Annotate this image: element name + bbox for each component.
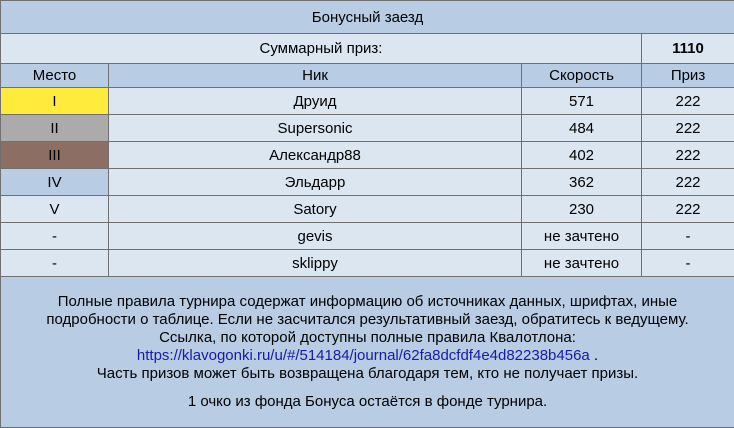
- header-speed: Скорость: [522, 64, 642, 88]
- nick-cell: Александр88: [109, 142, 522, 169]
- nick-cell: gevis: [109, 223, 522, 250]
- place-cell: -: [1, 223, 109, 250]
- table-row: [1, 142, 734, 169]
- prize-cell: 222: [642, 169, 734, 196]
- table-row: [1, 223, 734, 250]
- place-cell: III: [1, 142, 109, 169]
- prize-cell: 222: [642, 196, 734, 223]
- table-row: [1, 250, 734, 277]
- nick-cell: sklippy: [109, 250, 522, 277]
- place-cell: I: [1, 88, 109, 115]
- place-cell: V: [1, 196, 109, 223]
- info-cell: [1, 277, 734, 428]
- info-line-1: Полные правила турнира содержат информацию об источниках данных, шрифтах, иные: [1, 293, 734, 311]
- prize-cell: -: [642, 250, 734, 277]
- info-line-4: Часть призов может быть возвращена благодаря тем, кто не получает призы.: [1, 365, 734, 383]
- nick-cell: Друид: [109, 88, 522, 115]
- info-row: [1, 277, 734, 428]
- prize-cell: 222: [642, 142, 734, 169]
- nick-cell: Эльдарр: [109, 169, 522, 196]
- speed-cell: 362: [522, 169, 642, 196]
- rules-link[interactable]: https://klavogonki.ru/u/#/514184/journal/62fa8dcfdf4e4d82238b456a: [137, 347, 590, 364]
- speed-cell: 230: [522, 196, 642, 223]
- header-nick: Ник: [109, 64, 522, 88]
- summary-label: Суммарный приз:: [1, 34, 642, 64]
- place-cell: II: [1, 115, 109, 142]
- info-spacer: [1, 383, 734, 393]
- prize-cell: 222: [642, 88, 734, 115]
- info-line-5: 1 очко из фонда Бонуса остаётся в фонде турнира.: [1, 393, 734, 411]
- nick-cell: Satory: [109, 196, 522, 223]
- info-line-3: Ссылка, по которой доступны полные правила Квалотлона:: [1, 329, 734, 347]
- header-place: Место: [1, 64, 109, 88]
- place-cell: IV: [1, 169, 109, 196]
- speed-cell: 484: [522, 115, 642, 142]
- table-row: [1, 88, 734, 115]
- summary-value: 1110: [642, 34, 734, 64]
- table-row: [1, 196, 734, 223]
- place-cell: -: [1, 250, 109, 277]
- summary-row: [1, 34, 734, 64]
- info-line-2: подробности о таблице. Если не засчитался результативный заезд, обратитесь к ведущему.: [1, 311, 734, 329]
- nick-cell: Supersonic: [109, 115, 522, 142]
- header-prize: Приз: [642, 64, 734, 88]
- prize-cell: -: [642, 223, 734, 250]
- table-title: Бонусный заезд: [1, 1, 734, 34]
- header-row: [1, 64, 734, 88]
- table-row: [1, 115, 734, 142]
- info-link-line: [1, 347, 734, 365]
- speed-cell: не зачтено: [522, 250, 642, 277]
- table-row: [1, 169, 734, 196]
- prize-cell: 222: [642, 115, 734, 142]
- link-suffix: .: [590, 347, 598, 364]
- speed-cell: 571: [522, 88, 642, 115]
- title-row: [1, 1, 734, 34]
- speed-cell: 402: [522, 142, 642, 169]
- speed-cell: не зачтено: [522, 223, 642, 250]
